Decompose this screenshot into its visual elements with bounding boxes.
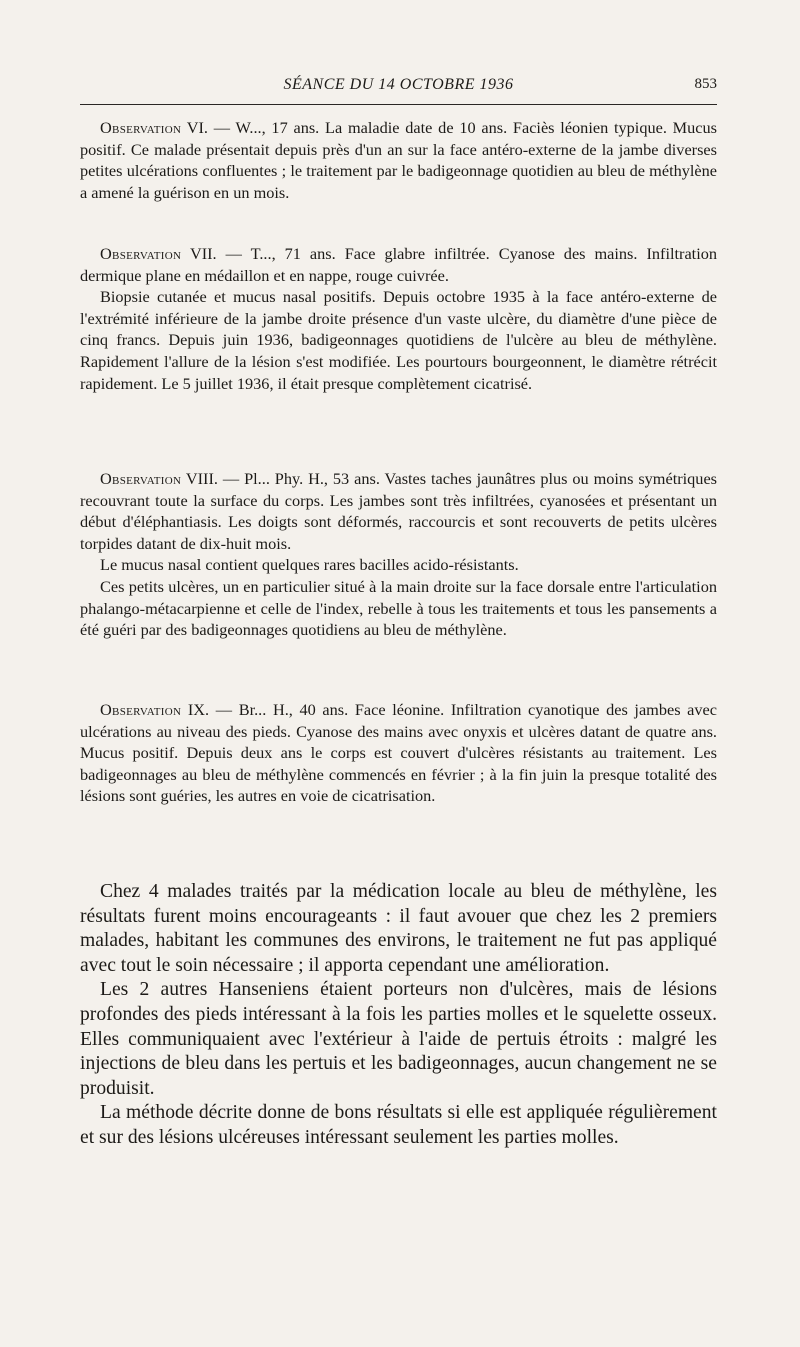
observation-number: VIII.	[185, 469, 218, 488]
observation-number: VII.	[189, 244, 217, 263]
running-title: SÉANCE DU 14 OCTOBRE 1936	[283, 76, 514, 93]
observation-viii	[80, 468, 717, 641]
observation-paragraph	[80, 243, 717, 286]
conclusion-text	[80, 880, 717, 1151]
observation-number: VI.	[186, 118, 208, 137]
observation-label: Observation	[100, 118, 182, 137]
observation-vii	[80, 243, 717, 394]
conclusion-paragraph: Les 2 autres Hanseniens étaient porteurs non d'ulcères, mais de lésions profondes des pieds intéressant à la fois les parties molles et le squelette osseux. Elles communiquaient avec l'extérieur à l'aide de pertuis étroits : malgré les injections de bleu dans les pertuis et les badigeonnages, aucun changement ne se produisit.	[80, 979, 717, 1099]
observation-text: — T..., 71 ans. Face glabre infiltrée. Cyanose des mains. Infiltration dermique plane en médaillon et en nappe, rouge cuivrée.	[80, 244, 718, 285]
observation-paragraph	[80, 117, 717, 203]
observation-text: — Pl... Phy. H., 53 ans. Vastes taches jaunâtres plus ou moins symétriques recouvrant toute la surface du corps. Les jambes sont très infiltrées, cyanosées et présentant un début d'éléphantiasis. Les doigts sont déformés, raccourcis et sont recouverts de petits ulcères torpides datant de dix-huit mois.	[80, 469, 718, 553]
header-rule	[80, 104, 717, 105]
observation-ix	[80, 699, 717, 807]
observation-paragraph: Ces petits ulcères, un en particulier situé à la main droite sur la face dorsale entre l'articulation phalango-métacarpienne et celle de l'index, rebelle à tous les traitements et tous les pansements a été guéri par des badigeonnages quotidiens au bleu de méthylène.	[80, 576, 717, 640]
conclusion-paragraph: La méthode décrite donne de bons résultats si elle est appliquée régulièrement et sur des lésions ulcéreuses intéressant seulement les parties molles.	[80, 1102, 717, 1148]
observation-text: — W..., 17 ans. La maladie date de 10 ans. Faciès léonien typique. Mucus positif. Ce malade présentait depuis près d'un an sur la face antéro-externe de la jambe diverses petites ulcérations confluentes ; le traitement par le badigeonnage quotidien au bleu de méthylène a amené la guérison en un mois.	[80, 118, 717, 202]
running-header	[80, 76, 717, 100]
observation-paragraph	[80, 699, 717, 807]
observation-paragraph: Le mucus nasal contient quelques rares bacilles acido-résistants.	[100, 555, 519, 575]
observation-label: Observation	[100, 244, 182, 263]
observation-vi	[80, 117, 717, 203]
observation-label: Observation	[100, 700, 182, 719]
conclusion-paragraph: Chez 4 malades traités par la médication locale au bleu de méthylène, les résultats furent moins encourageants : il faut avouer que chez les 2 premiers malades, habitant les communes des environs, le traitement ne fut pas appliqué avec tout le soin nécessaire ; il apporta cependant une amélioration.	[80, 881, 717, 976]
observation-text: — Br... H., 40 ans. Face léonine. Infiltration cyanotique des jambes avec ulcérations au niveau des pieds. Cyanose des mains avec onyxis et ulcères datant de quatre ans. Mucus positif. Depuis deux ans le corps est couvert d'ulcères résistants au traitement. Les badigeonnages au bleu de méthylène commencés en février ; à la fin juin la presque totalité des lésions sont guéries, les autres en voie de cicatrisation.	[80, 700, 718, 806]
page-number: 853	[694, 76, 717, 92]
observation-label: Observation	[100, 469, 182, 488]
observation-paragraph	[80, 468, 717, 554]
observation-number: IX.	[187, 700, 210, 719]
observation-paragraph: Biopsie cutanée et mucus nasal positifs. Depuis octobre 1935 à la face antéro-externe de l'extrémité inférieure de la jambe droite présence d'un vaste ulcère, du diamètre d'une pièce de cinq francs. Depuis juin 1936, badigeonnages quotidiens de l'ulcère au bleu de méthylène. Rapidement l'allure de la lésion s'est modifiée. Les pourtours bourgeonnent, le diamètre rétrécit rapidement. Le 5 juillet 1936, il était presque complètement cicatrisé.	[80, 287, 717, 393]
